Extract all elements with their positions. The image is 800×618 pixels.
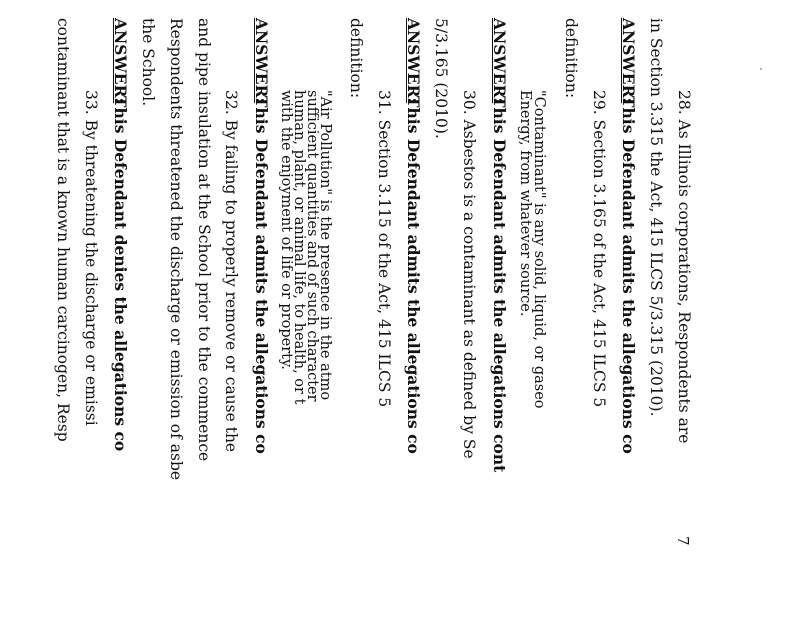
paragraph-30-line-1: 30. Asbestos is a contaminant as defined by Se (460, 90, 478, 459)
quote-contaminant-line-2: Energy, from whatever source. (517, 90, 533, 317)
page-number: 7 (674, 536, 692, 546)
answer-text: This Defendant admits the allegations co (619, 96, 638, 454)
quote-air-pollution-line-1: "Air Pollution" is the presence in the atmo (317, 90, 333, 401)
answer-text: This Defendant denies the allegations co (111, 96, 130, 452)
scan-speck (760, 68, 762, 70)
answer-label: ANSWER: (252, 18, 271, 104)
answer-label: ANSWER: (490, 18, 509, 104)
quote-air-pollution-line-2: sufficient quantities and of such character (304, 90, 320, 402)
paragraph-32-line-3: Respondents threatened the discharge or emission of asbe (167, 18, 185, 481)
answer-label: ANSWER: (404, 18, 423, 104)
paragraph-28-line-1: 28. As Illinois corporations, Respondents are (675, 90, 693, 444)
paragraph-32-line-1: 32. By failing to properly remove or cause the (222, 90, 240, 453)
paragraph-32-line-2: and pipe insulation at the School prior to the commence (195, 18, 213, 462)
answer-label: ANSWER: (619, 18, 638, 104)
paragraph-30-line-2: 5/3.165 (2010). (432, 18, 450, 139)
quote-air-pollution-line-3: human, plant, or animal life, to health, or t (291, 90, 307, 405)
quote-contaminant-line-1: "Contaminant" is any solid, liquid, or gaseo (531, 90, 547, 409)
paragraph-32-line-4: the School. (139, 18, 157, 107)
answer-label: ANSWER: (111, 18, 130, 104)
quote-air-pollution-line-4: with the enjoyment of life or property. (278, 90, 294, 370)
paragraph-29-line-1: 29. Section 3.165 of the Act, 415 ILCS 5 (590, 90, 608, 408)
paragraph-31-line-2: definition: (347, 18, 365, 99)
paragraph-33-line-1: 33. By threatening the discharge or emissi (82, 90, 100, 426)
answer-text: This Defendant admits the allegations co (404, 96, 423, 454)
answer-text: This Defendant admits the allegations co (252, 96, 271, 454)
paragraph-28-line-2: in Section 3.315 the Act, 415 ILCS 5/3.315 (2010). (647, 18, 665, 417)
paragraph-29-line-2: definition: (562, 18, 580, 99)
answer-text: This Defendant admits the allegations cont (490, 96, 509, 473)
paragraph-33-line-2: contaminant that is a known human carcinogen, Resp (54, 18, 72, 442)
paragraph-31-line-1: 31. Section 3.115 of the Act, 415 ILCS 5 (375, 90, 393, 408)
